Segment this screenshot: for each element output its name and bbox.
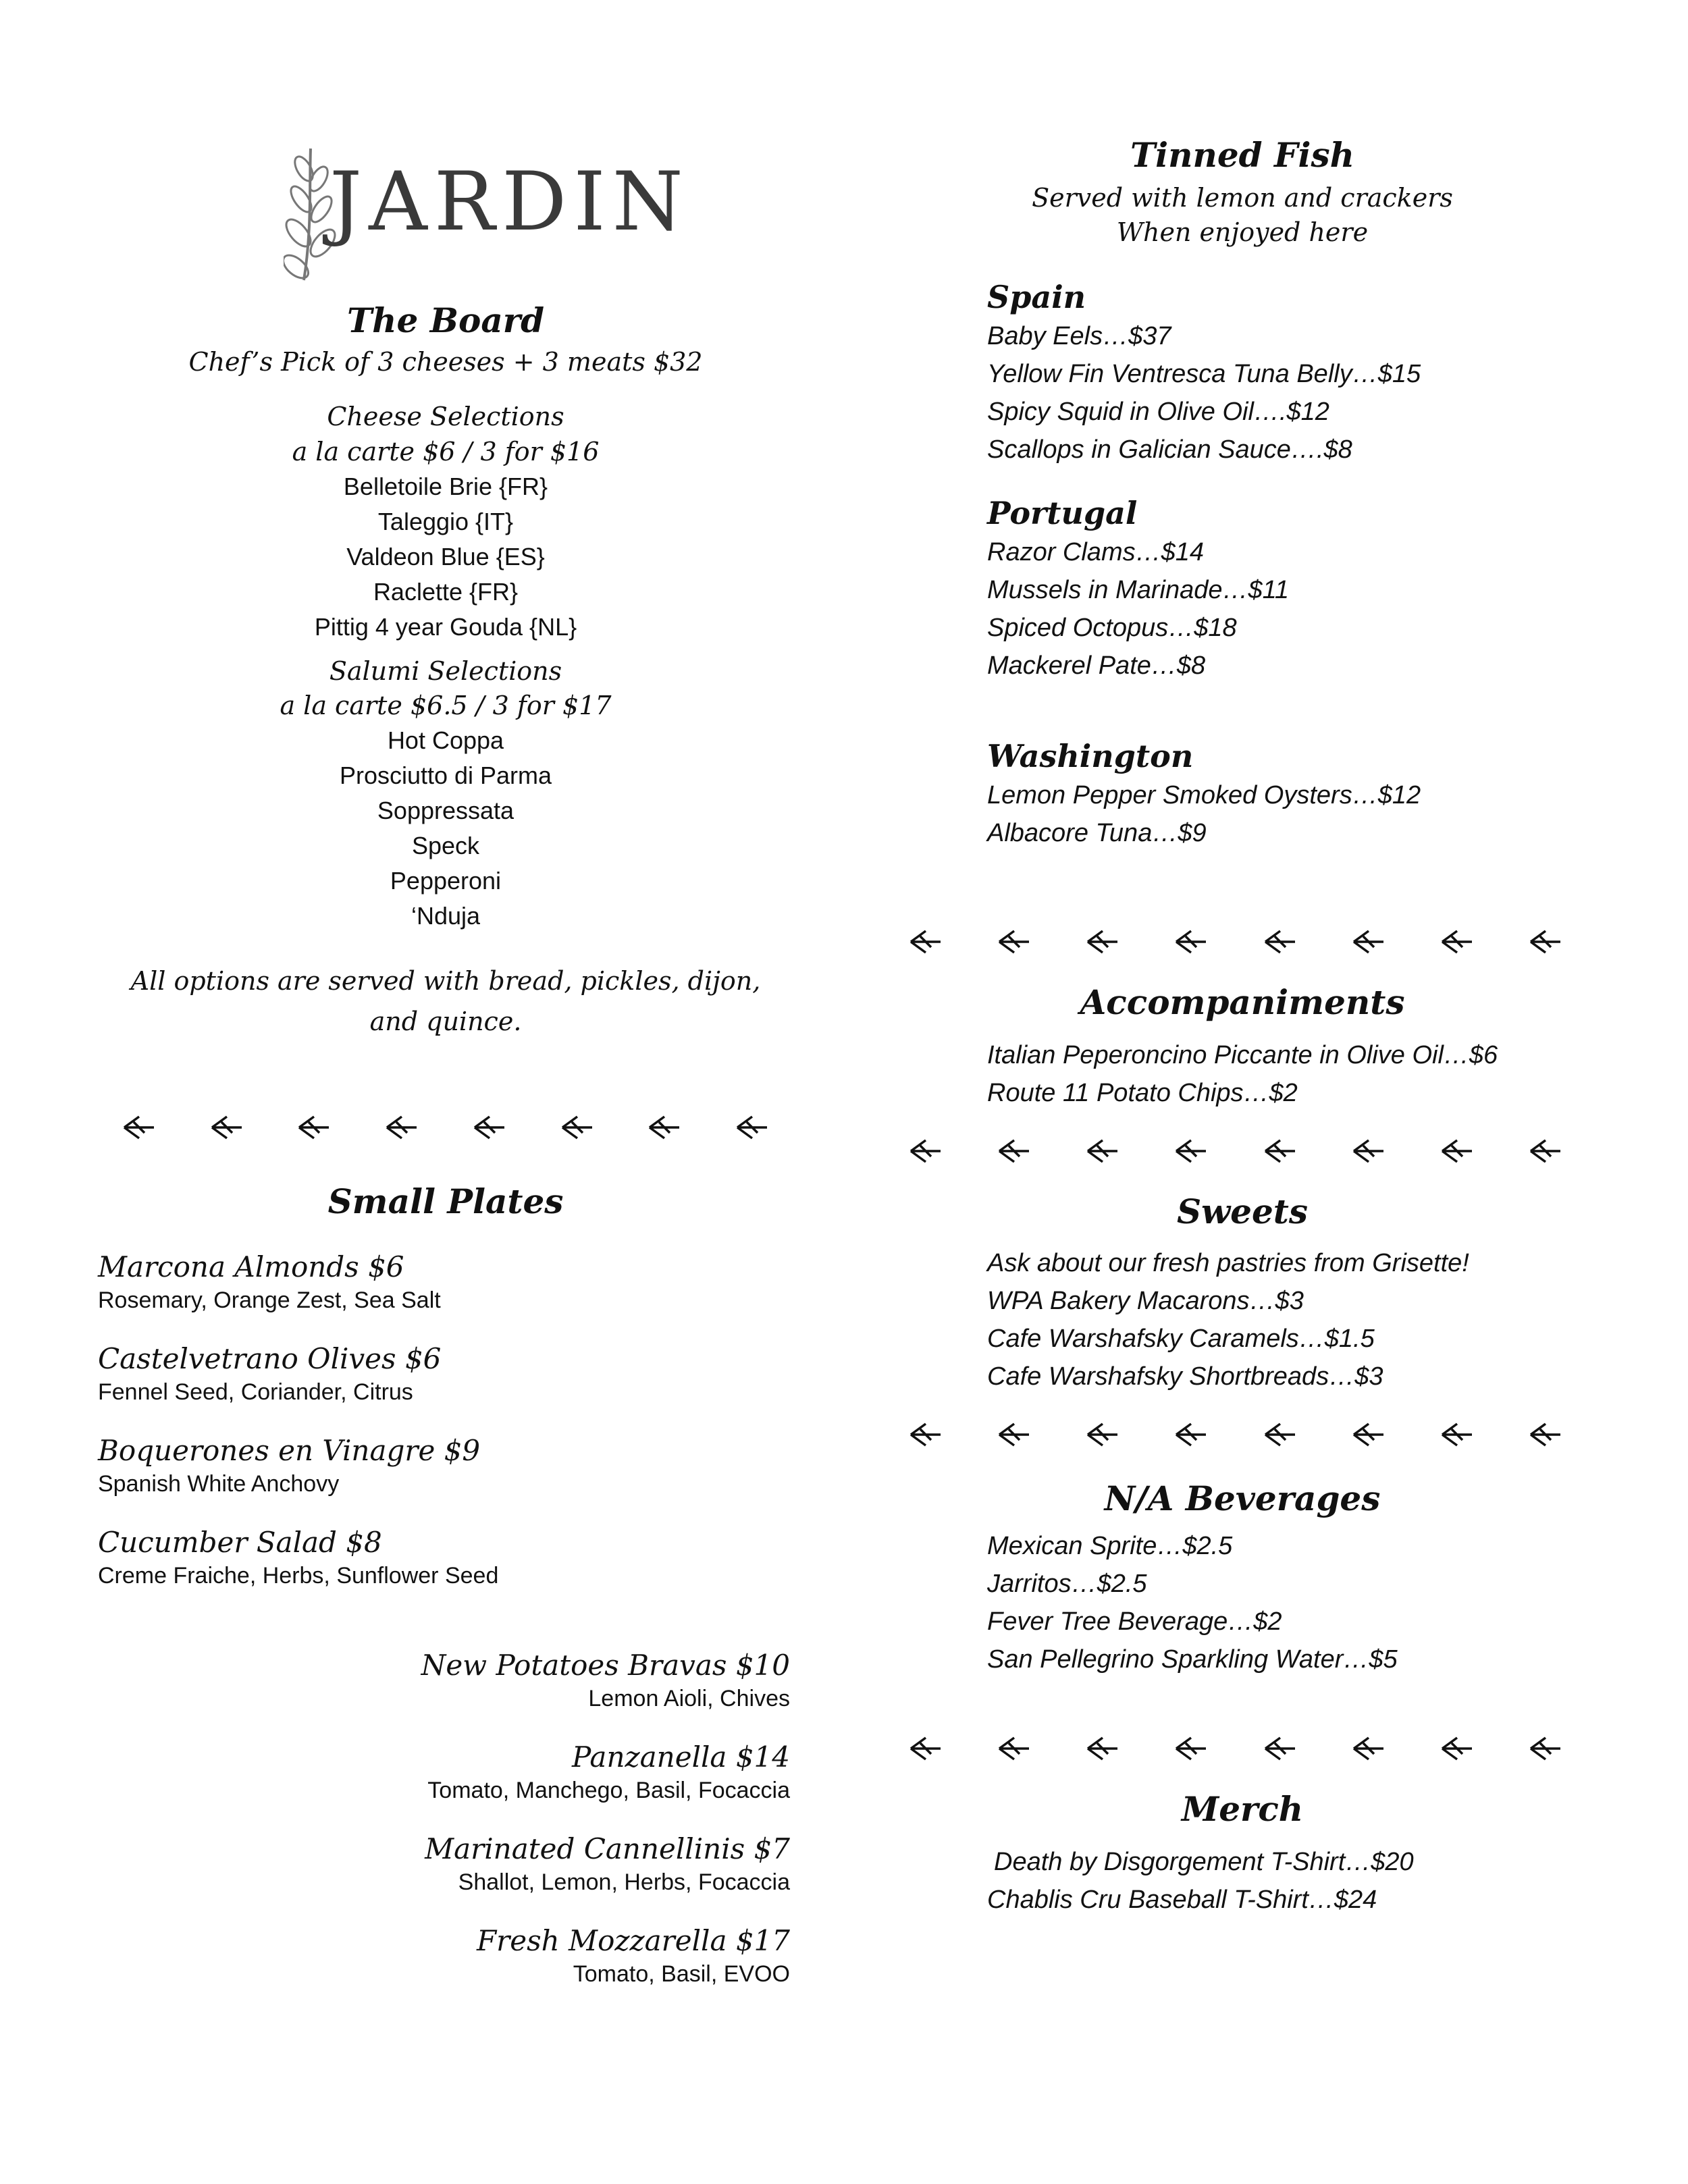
salumi-list bbox=[95, 723, 797, 934]
small-plates-right bbox=[284, 1647, 790, 2015]
arrow-divider-icon bbox=[1351, 1734, 1386, 1763]
list-item bbox=[284, 1831, 790, 1897]
arrow-divider-icon bbox=[1263, 1420, 1298, 1449]
plate-desc: Spanish White Anchovy bbox=[98, 1471, 340, 1497]
list-item: Jarritos…$2.5 bbox=[987, 1570, 1147, 1598]
list-item: Fever Tree Beverage…$2 bbox=[987, 1607, 1282, 1636]
arrow-divider-icon bbox=[384, 1113, 419, 1142]
arrow-divider-icon bbox=[1440, 1734, 1475, 1763]
plate-name: Panzanella $14 bbox=[572, 1740, 790, 1774]
salumi-pricing: a la carte $6.5 / 3 for $17 bbox=[280, 691, 612, 721]
divider bbox=[908, 1728, 1563, 1769]
region-portugal bbox=[987, 493, 1595, 685]
arrow-divider-icon bbox=[1440, 1420, 1475, 1449]
arrow-divider-icon bbox=[908, 1734, 943, 1763]
merch-list bbox=[987, 1843, 1595, 1919]
plate-desc: Lemon Aioli, Chives bbox=[588, 1686, 790, 1711]
arrow-divider-icon bbox=[1173, 1420, 1209, 1449]
arrow-divider-icon bbox=[1085, 1734, 1120, 1763]
arrow-divider-icon bbox=[1440, 927, 1475, 957]
tinned-fish-title: Tinned Fish bbox=[1130, 135, 1355, 175]
beverages-list bbox=[987, 1527, 1595, 1678]
arrow-divider-icon bbox=[997, 927, 1032, 957]
list-item bbox=[98, 1524, 638, 1591]
divider bbox=[908, 1414, 1563, 1455]
arrow-divider-icon bbox=[1351, 1420, 1386, 1449]
list-item: Hot Coppa bbox=[387, 726, 504, 755]
arrow-divider-icon bbox=[472, 1113, 507, 1142]
list-item: Italian Peperoncino Piccante in Olive Oil…$6 bbox=[987, 1041, 1498, 1069]
arrow-divider-icon bbox=[908, 927, 943, 957]
list-item: Mussels in Marinade…$11 bbox=[987, 576, 1290, 604]
tinned-fish-subtitle-2: When enjoyed here bbox=[1116, 217, 1369, 248]
salumi-title: Salumi Selections bbox=[329, 656, 562, 686]
plate-name: Boquerones en Vinagre $9 bbox=[98, 1434, 481, 1467]
plate-desc: Tomato, Basil, EVOO bbox=[573, 1961, 790, 1987]
arrow-divider-icon bbox=[997, 1734, 1032, 1763]
list-item: Mexican Sprite…$2.5 bbox=[987, 1532, 1233, 1560]
sweets-list bbox=[987, 1244, 1595, 1395]
arrow-divider-icon bbox=[1351, 1136, 1386, 1166]
list-item: Spicy Squid in Olive Oil….$12 bbox=[987, 398, 1329, 426]
plate-desc: Tomato, Manchego, Basil, Focaccia bbox=[427, 1778, 790, 1803]
list-item: Soppressata bbox=[377, 797, 515, 825]
arrow-divider-icon bbox=[296, 1113, 332, 1142]
list-item: Scallops in Galician Sauce….$8 bbox=[987, 435, 1352, 464]
sweets-title: Sweets bbox=[1176, 1192, 1309, 1231]
list-item: Belletoile Brie {FR} bbox=[343, 472, 548, 500]
plate-name: Cucumber Salad $8 bbox=[98, 1526, 382, 1559]
arrow-divider-icon bbox=[1173, 927, 1209, 957]
list-item: Pittig 4 year Gouda {NL} bbox=[314, 612, 577, 641]
arrow-divider-icon bbox=[997, 1136, 1032, 1166]
plate-name: Marinated Cannellinis $7 bbox=[425, 1832, 790, 1865]
arrow-divider-icon bbox=[1440, 1136, 1475, 1166]
arrow-divider-icon bbox=[908, 1136, 943, 1166]
region-title: Washington bbox=[987, 738, 1194, 774]
list-item: Death by Disgorgement T-Shirt…$20 bbox=[994, 1848, 1414, 1876]
list-item: Route 11 Potato Chips…$2 bbox=[987, 1079, 1298, 1107]
brand-name: JARDIN bbox=[329, 155, 690, 249]
list-item: Taleggio {IT} bbox=[377, 507, 514, 535]
plate-desc: Rosemary, Orange Zest, Sea Salt bbox=[98, 1287, 441, 1313]
plate-desc: Shallot, Lemon, Herbs, Focaccia bbox=[458, 1869, 790, 1895]
list-item: Mackerel Pate…$8 bbox=[987, 651, 1206, 680]
arrow-divider-icon bbox=[1528, 927, 1563, 957]
tinned-fish-subtitle-1: Served with lemon and crackers bbox=[1032, 183, 1453, 213]
list-item: San Pellegrino Sparkling Water…$5 bbox=[987, 1645, 1398, 1674]
arrow-divider-icon bbox=[1263, 927, 1298, 957]
board-section bbox=[95, 300, 797, 1042]
divider bbox=[908, 1131, 1563, 1171]
cheese-title: Cheese Selections bbox=[327, 402, 564, 432]
arrow-divider-icon bbox=[1263, 1136, 1298, 1166]
region-spain bbox=[987, 277, 1595, 469]
cheese-pricing: a la carte $6 / 3 for $16 bbox=[292, 436, 600, 467]
board-subtitle: Chef’s Pick of 3 cheeses + 3 meats $32 bbox=[188, 347, 703, 377]
list-item: Prosciutto di Parma bbox=[339, 762, 552, 790]
plate-name: Castelvetrano Olives $6 bbox=[98, 1342, 442, 1375]
small-plates-title: Small Plates bbox=[327, 1181, 564, 1221]
list-item: Baby Eels…$37 bbox=[987, 322, 1171, 350]
list-item bbox=[284, 1739, 790, 1805]
region-washington bbox=[987, 736, 1595, 852]
arrow-divider-icon bbox=[1085, 1420, 1120, 1449]
list-item bbox=[98, 1433, 638, 1499]
list-item: Raclette {FR} bbox=[373, 577, 519, 606]
list-item: Razor Clams…$14 bbox=[987, 538, 1204, 566]
arrow-divider-icon bbox=[1528, 1734, 1563, 1763]
plate-name: New Potatoes Bravas $10 bbox=[421, 1649, 790, 1682]
beverages-title: N/A Beverages bbox=[1104, 1479, 1381, 1518]
list-item bbox=[284, 1923, 790, 1989]
logo bbox=[284, 142, 690, 290]
list-item bbox=[98, 1249, 638, 1315]
list-item: Yellow Fin Ventresca Tuna Belly…$15 bbox=[987, 360, 1421, 388]
arrow-divider-icon bbox=[1173, 1136, 1209, 1166]
accompaniments-title: Accompaniments bbox=[1080, 982, 1405, 1022]
arrow-divider-icon bbox=[735, 1113, 770, 1142]
region-title: Spain bbox=[987, 279, 1086, 315]
list-item: Pepperoni bbox=[390, 867, 502, 895]
arrow-divider-icon bbox=[1528, 1136, 1563, 1166]
plate-desc: Creme Fraiche, Herbs, Sunflower Seed bbox=[98, 1563, 499, 1589]
arrow-divider-icon bbox=[997, 1420, 1032, 1449]
arrow-divider-icon bbox=[908, 1420, 943, 1449]
list-item: Ask about our fresh pastries from Grisette! bbox=[987, 1249, 1469, 1277]
list-item: Spiced Octopus…$18 bbox=[987, 614, 1237, 642]
small-plates-left bbox=[98, 1249, 638, 1616]
list-item: Albacore Tuna…$9 bbox=[987, 819, 1207, 847]
arrow-divider-icon bbox=[647, 1113, 682, 1142]
plate-desc: Fennel Seed, Coriander, Citrus bbox=[98, 1379, 413, 1405]
arrow-divider-icon bbox=[1351, 927, 1386, 957]
arrow-divider-icon bbox=[1528, 1420, 1563, 1449]
board-title: The Board bbox=[346, 300, 545, 340]
list-item: WPA Bakery Macarons…$3 bbox=[987, 1287, 1304, 1315]
merch-title: Merch bbox=[1181, 1789, 1304, 1829]
arrow-divider-icon bbox=[560, 1113, 595, 1142]
list-item: Chablis Cru Baseball T-Shirt…$24 bbox=[987, 1886, 1377, 1914]
arrow-divider-icon bbox=[1085, 927, 1120, 957]
list-item: Speck bbox=[411, 832, 480, 860]
list-item: Cafe Warshafsky Caramels…$1.5 bbox=[987, 1325, 1375, 1353]
tinned-fish-header bbox=[905, 135, 1580, 250]
arrow-divider-icon bbox=[1173, 1734, 1209, 1763]
arrow-divider-icon bbox=[209, 1113, 244, 1142]
list-item: Cafe Warshafsky Shortbreads…$3 bbox=[987, 1362, 1383, 1391]
plate-name: Marcona Almonds $6 bbox=[98, 1250, 404, 1283]
region-title: Portugal bbox=[987, 495, 1138, 531]
list-item: Lemon Pepper Smoked Oysters…$12 bbox=[987, 781, 1421, 809]
accompaniments-list bbox=[987, 1036, 1595, 1112]
list-item bbox=[284, 1647, 790, 1713]
list-item: ‘Nduja bbox=[411, 902, 481, 930]
list-item: Valdeon Blue {ES} bbox=[346, 542, 545, 570]
cheese-list bbox=[95, 469, 797, 645]
arrow-divider-icon bbox=[1085, 1136, 1120, 1166]
plate-name: Fresh Mozzarella $17 bbox=[477, 1924, 790, 1957]
divider bbox=[122, 1107, 770, 1148]
list-item bbox=[98, 1341, 638, 1407]
arrow-divider-icon bbox=[122, 1113, 157, 1142]
arrow-divider-icon bbox=[1263, 1734, 1298, 1763]
divider bbox=[908, 922, 1563, 962]
board-note: All options are served with bread, pickles, dijon, and quince. bbox=[130, 966, 761, 1037]
